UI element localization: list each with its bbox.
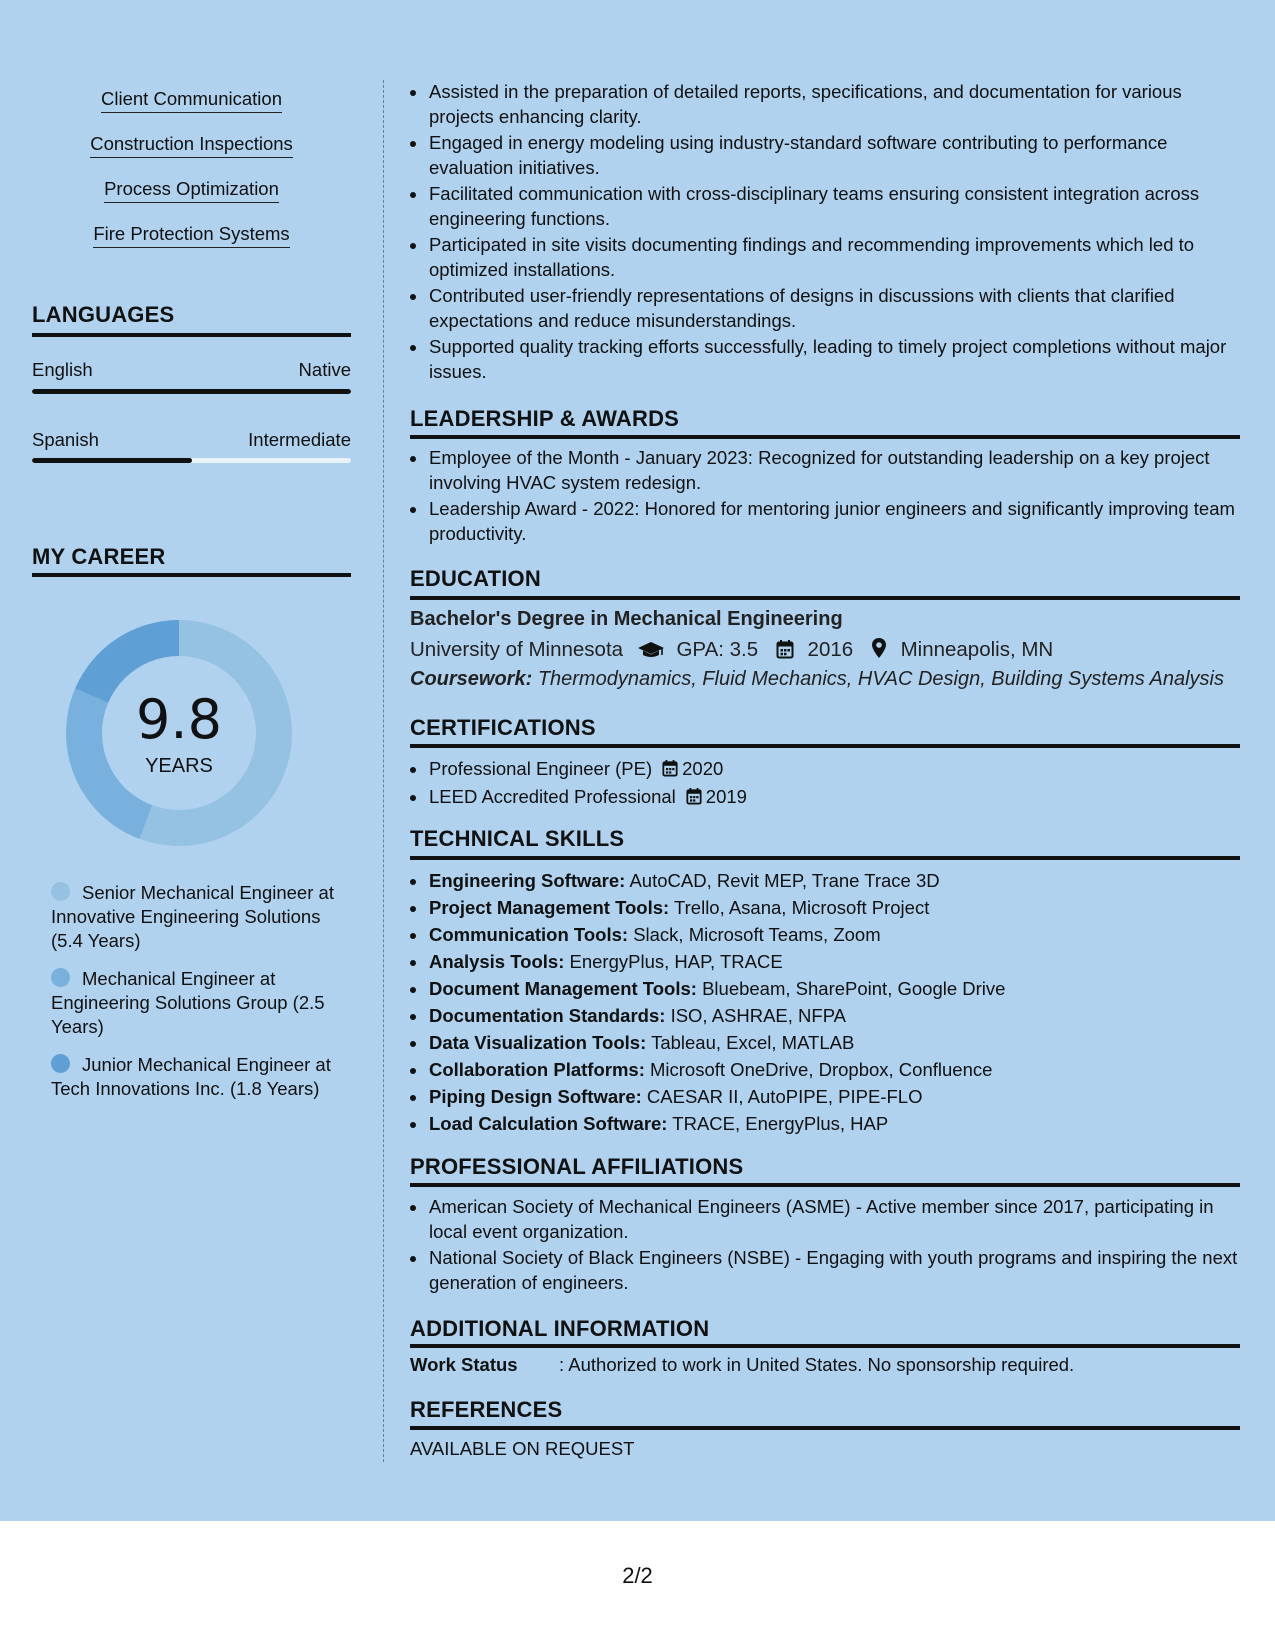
section-rule <box>410 1344 1240 1348</box>
education-year: 2016 <box>807 638 854 661</box>
references-text: AVAILABLE ON REQUEST <box>410 1438 635 1459</box>
skill-item: Client Communication <box>32 88 351 110</box>
section-rule <box>410 435 1240 439</box>
list-item: • Assisted in the preparation of detailed reports, specifications, and documentation for various projects enhancing clarity. <box>428 80 1240 129</box>
list-item: • Document Management Tools: Bluebeam, SharePoint, Google Drive <box>428 976 1240 1001</box>
education-school: University of Minnesota <box>410 638 624 661</box>
list-item: • American Society of Mechanical Engineers (ASME) - Active member since 2017, participating in local event organization. <box>428 1195 1240 1244</box>
career-color-dot <box>51 882 70 901</box>
graduation-cap-icon <box>637 641 665 659</box>
skill-item: Process Optimization <box>32 178 351 200</box>
language-proficiency-fill <box>32 458 192 463</box>
list-item: • Leadership Award - 2022: Honored for mentoring junior engineers and significantly improving team productivity. <box>428 497 1240 546</box>
section-rule <box>410 1426 1240 1430</box>
list-item: • Engaged in energy modeling using industry-standard software contributing to performance evaluation initiatives. <box>428 131 1240 180</box>
calendar-icon <box>776 639 794 659</box>
education-coursework <box>410 668 1224 691</box>
career-total: 9.8 <box>136 688 222 751</box>
list-item: • National Society of Black Engineers (NSBE) - Engaging with youth programs and inspiring the next generation of engineers. <box>428 1246 1240 1295</box>
language-name: English <box>32 359 93 380</box>
language-proficiency-bar <box>32 458 351 463</box>
list-item: • Collaboration Platforms: Microsoft OneDrive, Dropbox, Confluence <box>428 1057 1240 1082</box>
list-item: • Communication Tools: Slack, Microsoft Teams, Zoom <box>428 922 1240 947</box>
education-location: Minneapolis, MN <box>900 638 1054 661</box>
list-item: • Project Management Tools: Trello, Asana, Microsoft Project <box>428 895 1240 920</box>
certification-name: LEED Accredited Professional <box>429 785 676 807</box>
career-entry <box>51 881 341 953</box>
technical-skills-heading: TECHNICAL SKILLS <box>410 826 625 851</box>
career-entry <box>51 1053 341 1101</box>
language-proficiency-fill <box>32 389 351 394</box>
career-entry-text: Junior Mechanical Engineer at Tech Innovations Inc. (1.8 Years) <box>51 1054 331 1099</box>
section-rule <box>410 596 1240 600</box>
certification-year: 2020 <box>682 758 724 779</box>
coursework-text: Thermodynamics, Fluid Mechanics, HVAC Design, Building Systems Analysis <box>537 668 1224 690</box>
certifications-list <box>410 757 1240 812</box>
languages-heading: LANGUAGES <box>32 302 175 327</box>
education-meta <box>410 637 1053 662</box>
career-heading: MY CAREER <box>32 544 166 569</box>
work-status-value: : Authorized to work in United States. No sponsorship required. <box>559 1354 1075 1375</box>
affiliations-heading: PROFESSIONAL AFFILIATIONS <box>410 1154 744 1179</box>
calendar-icon <box>686 787 702 805</box>
career-unit: YEARS <box>145 755 213 777</box>
list-item: • Load Calculation Software: TRACE, EnergyPlus, HAP <box>428 1111 1240 1136</box>
list-item: • Contributed user-friendly representations of designs in discussions with clients that clarified expectations and reduce misunderstandings. <box>428 284 1240 333</box>
list-item: • Analysis Tools: EnergyPlus, HAP, TRACE <box>428 949 1240 974</box>
list-item: • Supported quality tracking efforts successfully, leading to timely project completions without major issues. <box>428 335 1240 384</box>
skill-item: Construction Inspections <box>32 133 351 155</box>
career-entry-text: Mechanical Engineer at Engineering Solutions Group (2.5 Years) <box>51 968 325 1037</box>
language-level: Intermediate <box>248 429 351 450</box>
leadership-heading: LEADERSHIP & AWARDS <box>410 406 680 431</box>
education-heading: EDUCATION <box>410 566 541 591</box>
list-item: • Employee of the Month - January 2023: Recognized for outstanding leadership on a key project involving HVAC system redesign. <box>428 446 1240 495</box>
list-item: • Piping Design Software: CAESAR II, AutoPIPE, PIPE-FLO <box>428 1084 1240 1109</box>
language-proficiency-bar <box>32 389 351 394</box>
section-rule <box>410 744 1240 748</box>
list-item <box>428 757 1240 782</box>
section-rule <box>410 856 1240 860</box>
language-level: Native <box>298 359 351 380</box>
location-pin-icon <box>871 637 887 659</box>
education-gpa: GPA: 3.5 <box>676 638 759 661</box>
technical-skills-list <box>410 868 1240 1138</box>
career-color-dot <box>51 968 70 987</box>
certification-year: 2019 <box>705 785 747 807</box>
coursework-label: Coursework: <box>410 668 533 690</box>
list-item: • Participated in site visits documenting findings and recommending improvements which led to optimized installations. <box>428 233 1240 282</box>
experience-list <box>410 80 1240 386</box>
column-divider <box>383 80 384 1462</box>
list-item <box>428 785 1240 810</box>
career-donut-chart <box>66 620 292 846</box>
leadership-list <box>410 446 1240 548</box>
career-entry <box>51 967 341 1039</box>
list-item: • Facilitated communication with cross-disciplinary teams ensuring consistent integration across engineering functions. <box>428 182 1240 231</box>
section-rule <box>32 573 351 577</box>
section-rule <box>410 1183 1240 1187</box>
skill-item: Fire Protection Systems <box>32 223 351 245</box>
education-degree: Bachelor's Degree in Mechanical Engineering <box>410 608 843 630</box>
certification-name: Professional Engineer (PE) <box>429 758 653 779</box>
career-color-dot <box>51 1054 70 1073</box>
calendar-icon <box>662 759 678 777</box>
language-name: Spanish <box>32 429 99 450</box>
affiliations-list <box>410 1195 1240 1297</box>
additional-info-heading: ADDITIONAL INFORMATION <box>410 1316 710 1341</box>
list-item: • Data Visualization Tools: Tableau, Excel, MATLAB <box>428 1030 1240 1055</box>
career-entry-text: Senior Mechanical Engineer at Innovative Engineering Solutions (5.4 Years) <box>51 882 334 951</box>
references-heading: REFERENCES <box>410 1397 563 1422</box>
certifications-heading: CERTIFICATIONS <box>410 715 596 740</box>
list-item: • Documentation Standards: ISO, ASHRAE, NFPA <box>428 1003 1240 1028</box>
list-item: • Engineering Software: AutoCAD, Revit MEP, Trane Trace 3D <box>428 868 1240 893</box>
page-number: 2/2 <box>622 1563 653 1588</box>
work-status-label: Work Status <box>410 1354 518 1375</box>
section-rule <box>32 333 351 337</box>
